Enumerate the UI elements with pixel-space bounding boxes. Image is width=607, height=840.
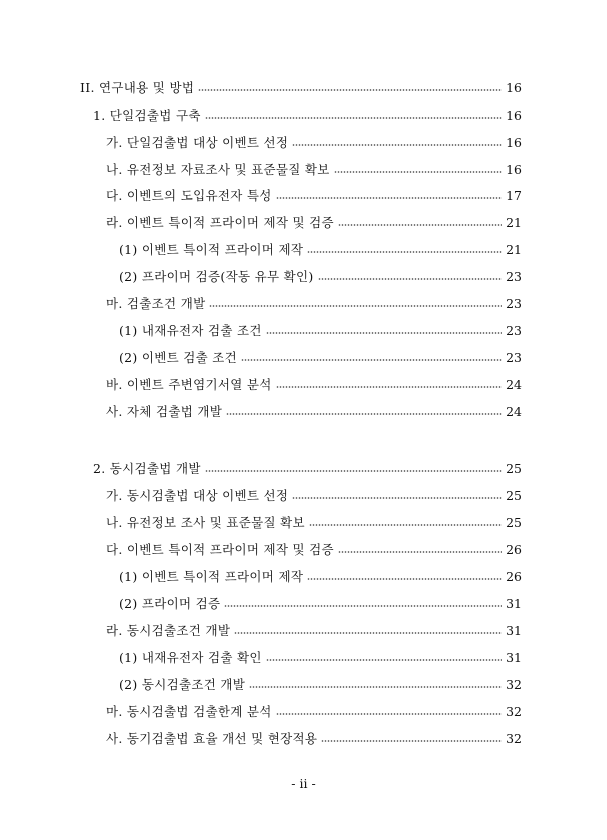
toc-entry[interactable] bbox=[106, 401, 522, 423]
toc-entry-label: 바. 이벤트 주변염기서열 분석 bbox=[106, 377, 272, 392]
toc-entry-page: 25 bbox=[506, 488, 522, 503]
toc-entry[interactable] bbox=[119, 266, 522, 288]
dot-leader bbox=[249, 686, 502, 688]
toc-entry-page: 31 bbox=[506, 596, 522, 611]
toc-entry-label: 사. 동기검출법 효율 개선 및 현장적용 bbox=[106, 731, 318, 746]
dot-leader bbox=[198, 89, 502, 91]
dot-leader bbox=[292, 144, 502, 146]
toc-entry-label: 마. 검출조건 개발 bbox=[106, 296, 206, 311]
toc-entry[interactable] bbox=[106, 159, 522, 181]
toc-entry-page: 32 bbox=[506, 677, 522, 692]
dot-leader bbox=[226, 413, 502, 415]
toc-entry-label: (2) 동시검출조건 개발 bbox=[119, 677, 246, 692]
dot-leader bbox=[307, 578, 502, 580]
toc-entry-label: 가. 동시검출법 대상 이벤트 선정 bbox=[106, 488, 289, 503]
dot-leader bbox=[338, 551, 502, 553]
dot-leader bbox=[234, 632, 502, 634]
toc-entry-page: 16 bbox=[506, 108, 522, 123]
dot-leader bbox=[241, 359, 502, 361]
toc-entry-page: 24 bbox=[506, 404, 522, 419]
toc-entry[interactable] bbox=[106, 512, 522, 534]
toc-entry-label: (1) 내재유전자 검출 확인 bbox=[119, 650, 262, 665]
toc-entry-label: II. 연구내용 및 방법 bbox=[80, 80, 195, 95]
toc-entry-label: (2) 프라이머 검증 bbox=[119, 596, 221, 611]
toc-entry[interactable] bbox=[106, 132, 522, 154]
dot-leader bbox=[307, 251, 502, 253]
toc-entry-label: 다. 이벤트의 도입유전자 특성 bbox=[106, 188, 272, 203]
toc-entry-page: 21 bbox=[506, 242, 522, 257]
toc-entry[interactable] bbox=[119, 239, 522, 261]
toc-entry[interactable] bbox=[106, 374, 522, 396]
toc-entry[interactable] bbox=[106, 212, 522, 234]
toc-entry-label: (1) 내재유전자 검출 조건 bbox=[119, 323, 262, 338]
dot-leader bbox=[276, 197, 502, 199]
toc-entry-label: 가. 단일검출법 대상 이벤트 선정 bbox=[106, 135, 289, 150]
dot-leader bbox=[292, 497, 502, 499]
dot-leader bbox=[205, 470, 502, 472]
toc-entry[interactable] bbox=[106, 701, 522, 723]
toc-entry-label: 마. 동시검출법 검출한계 분석 bbox=[106, 704, 272, 719]
toc-entry[interactable] bbox=[106, 539, 522, 561]
dot-leader bbox=[338, 224, 502, 226]
toc-entry-label: 다. 이벤트 특이적 프라이머 제작 및 검증 bbox=[106, 542, 334, 557]
toc-entry-page: 31 bbox=[506, 650, 522, 665]
toc-entry-page: 25 bbox=[506, 461, 522, 476]
dot-leader bbox=[266, 332, 502, 334]
toc-entry[interactable] bbox=[106, 485, 522, 507]
dot-leader bbox=[276, 386, 502, 388]
dot-leader bbox=[321, 740, 502, 742]
dot-leader bbox=[266, 659, 502, 661]
toc-entry-page: 31 bbox=[506, 623, 522, 638]
toc-entry-page: 32 bbox=[506, 731, 522, 746]
toc-entry[interactable] bbox=[106, 620, 522, 642]
dot-leader bbox=[318, 278, 502, 280]
toc-entry[interactable] bbox=[119, 593, 522, 615]
toc-entry-label: (2) 이벤트 검출 조건 bbox=[119, 350, 238, 365]
toc-entry-page: 16 bbox=[506, 135, 522, 150]
toc-entry-label: 나. 유전정보 자료조사 및 표준물질 확보 bbox=[106, 162, 330, 177]
toc-entry-page: 23 bbox=[506, 350, 522, 365]
toc-entry-label: 라. 이벤트 특이적 프라이머 제작 및 검증 bbox=[106, 215, 334, 230]
dot-leader bbox=[224, 605, 502, 607]
toc-entry[interactable] bbox=[93, 458, 522, 480]
toc-entry-label: 사. 자체 검출법 개발 bbox=[106, 404, 223, 419]
dot-leader bbox=[309, 524, 502, 526]
dot-leader bbox=[334, 171, 502, 173]
toc-entry[interactable] bbox=[106, 293, 522, 315]
toc-entry-page: 23 bbox=[506, 269, 522, 284]
toc-entry[interactable] bbox=[119, 674, 522, 696]
toc-entry[interactable] bbox=[93, 105, 522, 127]
toc-entry[interactable] bbox=[119, 647, 522, 669]
toc-entry-page: 17 bbox=[506, 188, 522, 203]
toc-entry-label: (1) 이벤트 특이적 프라이머 제작 bbox=[119, 569, 304, 584]
toc-entry-label: 2. 동시검출법 개발 bbox=[93, 461, 201, 476]
toc-entry[interactable] bbox=[106, 185, 522, 207]
toc-entry-page: 25 bbox=[506, 515, 522, 530]
toc-entry-page: 23 bbox=[506, 296, 522, 311]
toc-entry-label: (2) 프라이머 검증(작동 유무 확인) bbox=[119, 269, 314, 284]
dot-leader bbox=[205, 117, 502, 119]
toc-entry-page: 26 bbox=[506, 569, 522, 584]
toc-entry[interactable] bbox=[80, 77, 522, 99]
toc-entry[interactable] bbox=[119, 320, 522, 342]
toc-entry-page: 23 bbox=[506, 323, 522, 338]
dot-leader bbox=[276, 713, 502, 715]
toc-entry[interactable] bbox=[119, 566, 522, 588]
toc-entry-page: 16 bbox=[506, 80, 522, 95]
page-number-footer: - ii - bbox=[291, 776, 316, 791]
toc-entry-label: (1) 이벤트 특이적 프라이머 제작 bbox=[119, 242, 304, 257]
toc-entry-page: 32 bbox=[506, 704, 522, 719]
toc-entry-page: 26 bbox=[506, 542, 522, 557]
toc-entry-page: 21 bbox=[506, 215, 522, 230]
toc-entry-page: 24 bbox=[506, 377, 522, 392]
toc-entry-page: 16 bbox=[506, 162, 522, 177]
toc-entry-label: 1. 단일검출법 구축 bbox=[93, 108, 201, 123]
toc-entry-label: 라. 동시검출조건 개발 bbox=[106, 623, 231, 638]
toc-entry-label: 나. 유전정보 조사 및 표준물질 확보 bbox=[106, 515, 305, 530]
toc-entry[interactable] bbox=[119, 347, 522, 369]
toc-entry[interactable] bbox=[106, 728, 522, 750]
dot-leader bbox=[209, 305, 502, 307]
